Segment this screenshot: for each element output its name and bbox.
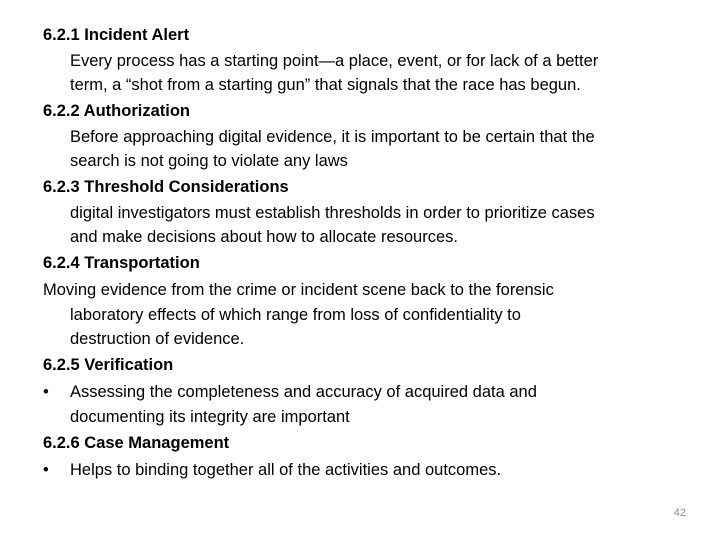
body-line: documenting its integrity are important [70, 408, 350, 426]
body-line: search is not going to violate any laws [70, 152, 348, 170]
body-line: term, a “shot from a starting gun” that signals that the race has begun. [70, 76, 581, 94]
body-line: Moving evidence from the crime or incident scene back to the forensic [43, 281, 554, 299]
heading-incident-alert: 6.2.1 Incident Alert [43, 26, 190, 44]
bullet-mark: • [43, 461, 49, 479]
body-line: and make decisions about how to allocate resources. [70, 228, 458, 246]
body-line: Before approaching digital evidence, it is important to be certain that the [70, 128, 595, 146]
body-line: Every process has a starting point—a place, event, or for lack of a better [70, 52, 599, 70]
heading-transportation: 6.2.4 Transportation [43, 254, 200, 272]
slide-content [43, 21, 683, 483]
page-number: 42 [673, 507, 686, 519]
bullet-mark: • [43, 383, 49, 401]
body-line: digital investigators must establish thresholds in order to prioritize cases [70, 204, 595, 222]
heading-threshold-considerations: 6.2.3 Threshold Considerations [43, 178, 289, 196]
heading-case-management: 6.2.6 Case Management [43, 434, 230, 452]
bullet-item [43, 379, 683, 405]
bullet-text: Assessing the completeness and accuracy of acquired data and [70, 383, 537, 401]
heading-authorization: 6.2.2 Authorization [43, 102, 190, 120]
body-line: laboratory effects of which range from loss of confidentiality to [70, 306, 521, 324]
heading-verification: 6.2.5 Verification [43, 356, 174, 374]
body-line: destruction of evidence. [70, 330, 245, 348]
bullet-item [43, 457, 683, 483]
bullet-text: Helps to binding together all of the activities and outcomes. [70, 461, 502, 479]
